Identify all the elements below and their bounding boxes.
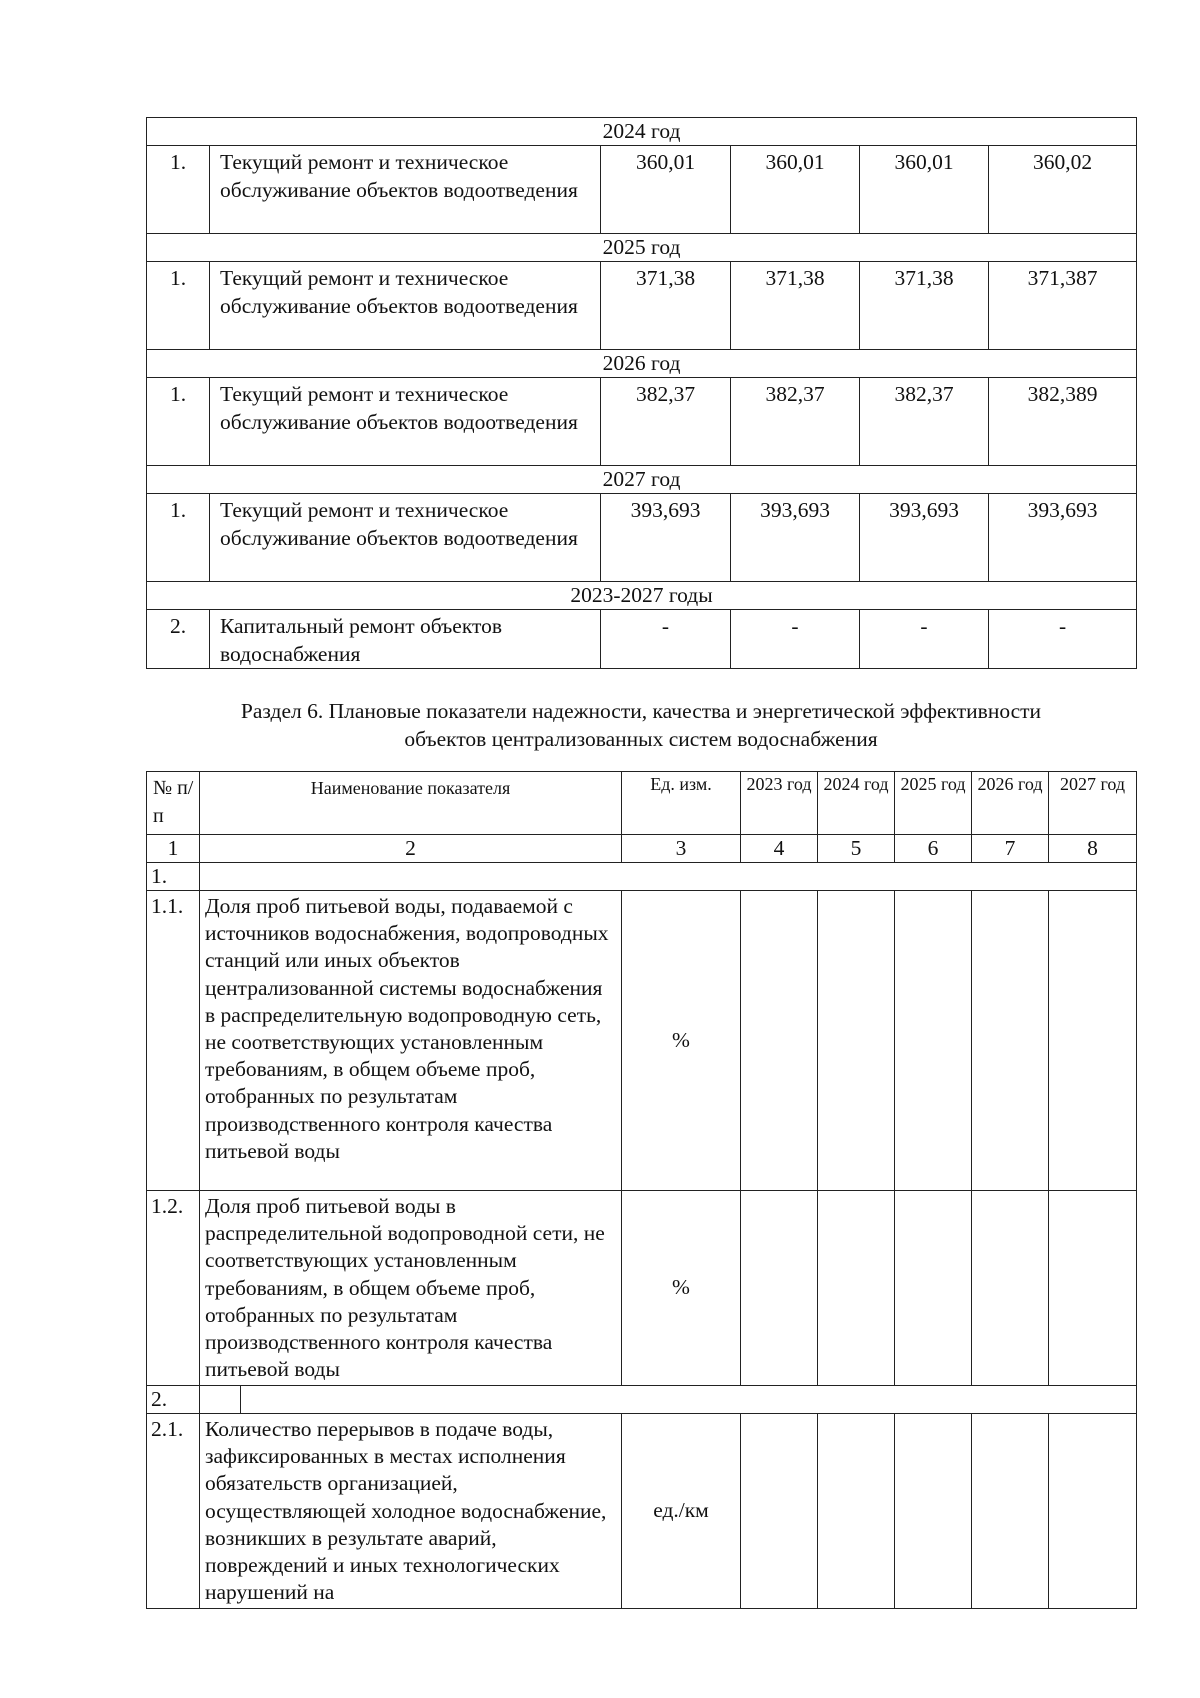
period-label: 2023-2027 годы: [147, 582, 1137, 610]
header-year: 2023 год: [741, 772, 818, 835]
row-name: Капитальный ремонт объектов водоснабжения: [210, 610, 601, 669]
row-value: 371,38: [731, 262, 860, 350]
table-row: [147, 610, 1137, 669]
year-row: [147, 234, 1137, 262]
row-name: Количество перерывов в подаче воды, зафиксированных в местах исполнения обязательств организацией, осуществляющей холодное водоснабжение, возникших в результате аварий, повреждений и иных технологических нарушений на: [200, 1414, 622, 1609]
value-cell: [972, 1414, 1049, 1609]
column-number: 3: [622, 835, 741, 863]
column-number: 6: [895, 835, 972, 863]
value-cell: [741, 1191, 818, 1386]
value-cell: [895, 1191, 972, 1386]
value-cell: [972, 1191, 1049, 1386]
row-value: 371,38: [601, 262, 731, 350]
value-cell: [818, 1191, 895, 1386]
row-unit: %: [622, 1191, 741, 1386]
row-value: -: [601, 610, 731, 669]
row-value: 382,389: [989, 378, 1137, 466]
table-row: [147, 1414, 1137, 1609]
header-unit: Ед. изм.: [622, 772, 741, 835]
value-cell: [1049, 1414, 1137, 1609]
year-label: 2024 год: [147, 118, 1137, 146]
table-row: [147, 146, 1137, 234]
section-row: [147, 863, 1137, 891]
value-cell: [895, 1414, 972, 1609]
column-number: 4: [741, 835, 818, 863]
row-value: 382,37: [601, 378, 731, 466]
year-label: 2027 год: [147, 466, 1137, 494]
row-number: 1.: [147, 262, 210, 350]
column-number: 1: [147, 835, 200, 863]
column-number: 2: [200, 835, 622, 863]
table-row: [147, 1191, 1137, 1386]
row-number: 1.: [147, 378, 210, 466]
section-row: [147, 1386, 1137, 1414]
table-row: [147, 891, 1137, 1191]
header-number: № п/п: [147, 772, 200, 835]
value-cell: [818, 891, 895, 1191]
year-row: [147, 466, 1137, 494]
row-number: 1.: [147, 146, 210, 234]
row-value: 393,693: [989, 494, 1137, 582]
row-unit: %: [622, 891, 741, 1191]
table-row: [147, 378, 1137, 466]
row-value: 393,693: [860, 494, 989, 582]
column-number: 5: [818, 835, 895, 863]
value-cell: [972, 891, 1049, 1191]
year-row: [147, 118, 1137, 146]
row-name: Доля проб питьевой воды в распределительной водопроводной сети, не соответствующих установленным требованиям, в общем объеме проб, отобранных по результатам производственного контроля качества питьевой воды: [200, 1191, 622, 1386]
row-number: 2.: [147, 610, 210, 669]
table-header-row: [147, 772, 1137, 835]
section-number: 2.: [147, 1386, 200, 1414]
table-row: [147, 494, 1137, 582]
header-year: 2027 год: [1049, 772, 1137, 835]
row-value: 360,01: [601, 146, 731, 234]
column-number: 8: [1049, 835, 1137, 863]
year-label: 2026 год: [147, 350, 1137, 378]
value-cell: [741, 1414, 818, 1609]
row-value: -: [860, 610, 989, 669]
row-value: 360,01: [860, 146, 989, 234]
header-year: 2025 год: [895, 772, 972, 835]
section-title-cell: [200, 863, 1137, 891]
row-value: 393,693: [601, 494, 731, 582]
value-cell: [1049, 1191, 1137, 1386]
row-number: 2.1.: [147, 1414, 200, 1609]
value-cell: [818, 1414, 895, 1609]
row-number: 1.2.: [147, 1191, 200, 1386]
period-row: [147, 582, 1137, 610]
section-divider: [200, 1386, 241, 1413]
row-name: Текущий ремонт и техническое обслуживание объектов водоотведения: [210, 262, 601, 350]
row-value: -: [731, 610, 860, 669]
row-name: Доля проб питьевой воды, подаваемой с источников водоснабжения, водопроводных станций или иных объектов централизованной системы водоснабжения в распределительную водопроводную сеть, не соответствующих установленным требованиям, в общем объеме проб, отобранных по результатам производственного контроля качества питьевой воды: [200, 891, 622, 1191]
indicators-table: [146, 771, 1137, 1609]
row-number: 1.1.: [147, 891, 200, 1191]
heading-line: объектов централизованных систем водоснабжения: [404, 727, 878, 751]
value-cell: [895, 891, 972, 1191]
section-number: 1.: [147, 863, 200, 891]
section-title-cell: [200, 1386, 1137, 1414]
row-value: 360,02: [989, 146, 1137, 234]
table-row: [147, 262, 1137, 350]
header-year: 2026 год: [972, 772, 1049, 835]
row-name: Текущий ремонт и техническое обслуживание объектов водоотведения: [210, 494, 601, 582]
value-cell: [741, 891, 818, 1191]
row-value: -: [989, 610, 1137, 669]
row-value: 382,37: [860, 378, 989, 466]
year-label: 2025 год: [147, 234, 1137, 262]
header-name: Наименование показателя: [200, 772, 622, 835]
column-numbers-row: [147, 835, 1137, 863]
repair-costs-table: [146, 117, 1137, 669]
row-value: 393,693: [731, 494, 860, 582]
row-unit: ед./км: [622, 1414, 741, 1609]
value-cell: [1049, 891, 1137, 1191]
section-heading: [146, 697, 1136, 753]
row-value: 371,38: [860, 262, 989, 350]
row-value: 360,01: [731, 146, 860, 234]
row-value: 382,37: [731, 378, 860, 466]
row-number: 1.: [147, 494, 210, 582]
year-row: [147, 350, 1137, 378]
row-name: Текущий ремонт и техническое обслуживание объектов водоотведения: [210, 146, 601, 234]
heading-line: Раздел 6. Плановые показатели надежности, качества и энергетической эффективности: [240, 699, 1042, 723]
header-year: 2024 год: [818, 772, 895, 835]
column-number: 7: [972, 835, 1049, 863]
row-value: 371,387: [989, 262, 1137, 350]
row-name: Текущий ремонт и техническое обслуживание объектов водоотведения: [210, 378, 601, 466]
